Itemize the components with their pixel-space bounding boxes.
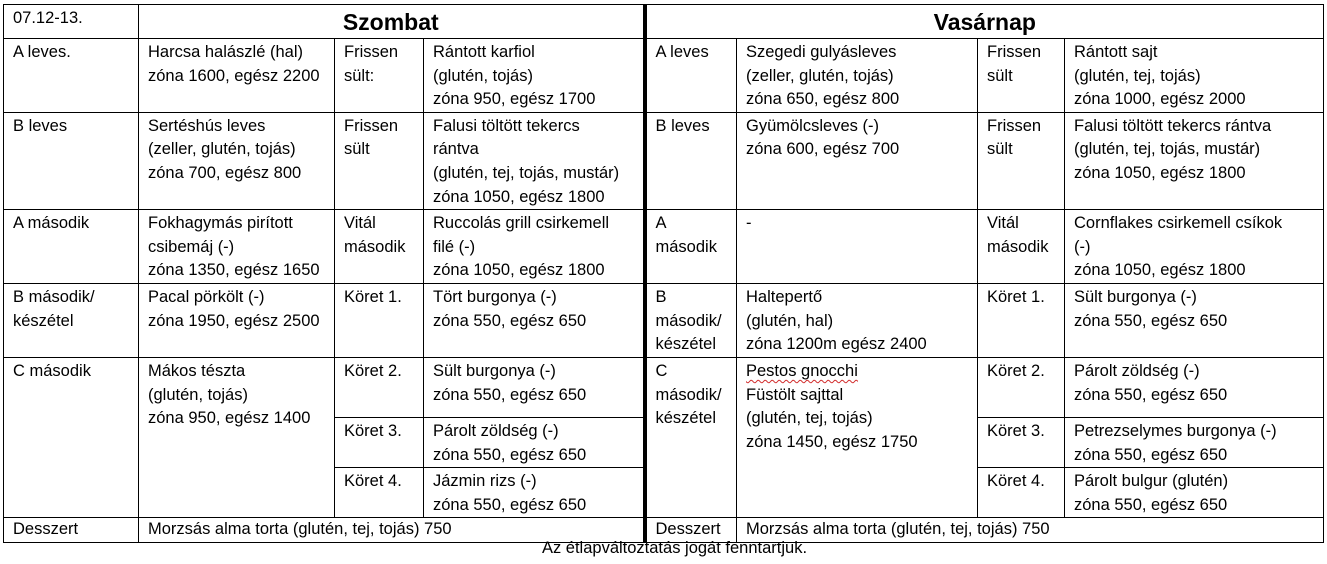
weekend-menu-table [3,4,1324,543]
sat-c-masodik-dish: Mákos tészta (glutén, tojás) zóna 950, egész 1400 [139,357,335,517]
table-row [4,210,1324,284]
sat-frissen-2-label: Frissen sült [335,112,424,209]
sat-b-masodik-dish: Pacal pörkölt (-) zóna 1950, egész 2500 [139,283,335,357]
sat-a-masodik-dish: Fokhagymás pirított csibemáj (-) zóna 1350, egész 1650 [139,210,335,284]
table-row [4,39,1324,113]
sun-koret-4-label: Köret 4. [978,468,1065,518]
sun-b-leves-dish: Gyümölcsleves (-) zóna 600, egész 700 [737,112,978,209]
sat-b-leves-label: B leves [4,112,139,209]
sat-c-masodik-label: C második [4,357,139,517]
sun-vital-label: Vitál második [978,210,1065,284]
sun-c-masodik-dish: Pestos gnocchi Füstölt sajttal (glutén, tej, tojás) zóna 1450, egész 1750 [737,357,978,517]
sun-koret-2-dish: Párolt zöldség (-) zóna 550, egész 650 [1065,357,1324,417]
sun-koret-1-label: Köret 1. [978,283,1065,357]
sat-a-leves-label: A leves. [4,39,139,113]
sun-koret-3-label: Köret 3. [978,417,1065,467]
table-row [4,112,1324,209]
sun-b-leves-label: B leves [645,112,737,209]
sun-dessert-dish: Morzsás alma torta (glutén, tej, tojás) 750 [737,518,1324,543]
sat-koret-1-dish: Tört burgonya (-) zóna 550, egész 650 [424,283,645,357]
sun-a-leves-dish: Szegedi gulyásleves (zeller, glutén, tojás) zóna 650, egész 800 [737,39,978,113]
sun-b-masodik-dish: Haltepertő (glutén, hal) zóna 1200m egész 2400 [737,283,978,357]
spellcheck-underlined-text: Pestos gnocchi [746,361,858,380]
sun-dessert-label: Desszert [645,518,737,543]
sun-frissen-1-label: Frissen sült [978,39,1065,113]
sun-koret-3-dish: Petrezselymes burgonya (-) zóna 550, egész 650 [1065,417,1324,467]
sun-frissen-2-dish: Falusi töltött tekercs rántva (glutén, tej, tojás, mustár) zóna 1050, egész 1800 [1065,112,1324,209]
sat-koret-1-label: Köret 1. [335,283,424,357]
sat-dessert-dish: Morzsás alma torta (glutén, tej, tojás) 750 [139,518,645,543]
sat-a-leves-dish: Harcsa halászlé (hal) zóna 1600, egész 2200 [139,39,335,113]
sat-b-masodik-label: B második/ készétel [4,283,139,357]
saturday-title: Szombat [139,5,645,39]
sat-koret-4-label: Köret 4. [335,468,424,518]
date-cell: 07.12-13. [4,5,139,39]
sun-koret-1-dish: Sült burgonya (-) zóna 550, egész 650 [1065,283,1324,357]
sat-koret-2-dish: Sült burgonya (-) zóna 550, egész 650 [424,357,645,417]
sat-frissen-1-label: Frissen sült: [335,39,424,113]
sun-vital-dish: Cornflakes csirkemell csíkok (-) zóna 1050, egész 1800 [1065,210,1324,284]
sat-koret-3-dish: Párolt zöldség (-) zóna 550, egész 650 [424,417,645,467]
sun-a-masodik-label: A második [645,210,737,284]
sun-c-masodik-label: C második/ készétel [645,357,737,517]
sat-a-masodik-label: A második [4,210,139,284]
footer-note: Az étlapváltoztatás jogát fenntartjuk. [541,539,808,557]
sat-koret-2-label: Köret 2. [335,357,424,417]
sat-dessert-label: Desszert [4,518,139,543]
sat-frissen-2-dish: Falusi töltött tekercs rántva (glutén, tej, tojás, mustár) zóna 1050, egész 1800 [424,112,645,209]
sat-vital-dish: Ruccolás grill csirkemell filé (-) zóna 1050, egész 1800 [424,210,645,284]
sat-koret-3-label: Köret 3. [335,417,424,467]
sun-koret-4-dish: Párolt bulgur (glutén) zóna 550, egész 650 [1065,468,1324,518]
sun-a-masodik-dish: - [737,210,978,284]
sat-koret-4-dish: Jázmin rizs (-) zóna 550, egész 650 [424,468,645,518]
sunday-title: Vasárnap [645,5,1324,39]
table-row [4,283,1324,357]
sat-b-leves-dish: Sertéshús leves (zeller, glutén, tojás) zóna 700, egész 800 [139,112,335,209]
sun-frissen-1-dish: Rántott sajt (glutén, tej, tojás) zóna 1000, egész 2000 [1065,39,1324,113]
header-row [4,5,1324,39]
sun-b-masodik-label: B második/ készétel [645,283,737,357]
sun-frissen-2-label: Frissen sült [978,112,1065,209]
sun-a-leves-label: A leves [645,39,737,113]
sun-koret-2-label: Köret 2. [978,357,1065,417]
sat-vital-label: Vitál második [335,210,424,284]
sat-frissen-1-dish: Rántott karfiol (glutén, tojás) zóna 950, egész 1700 [424,39,645,113]
table-row [4,357,1324,417]
